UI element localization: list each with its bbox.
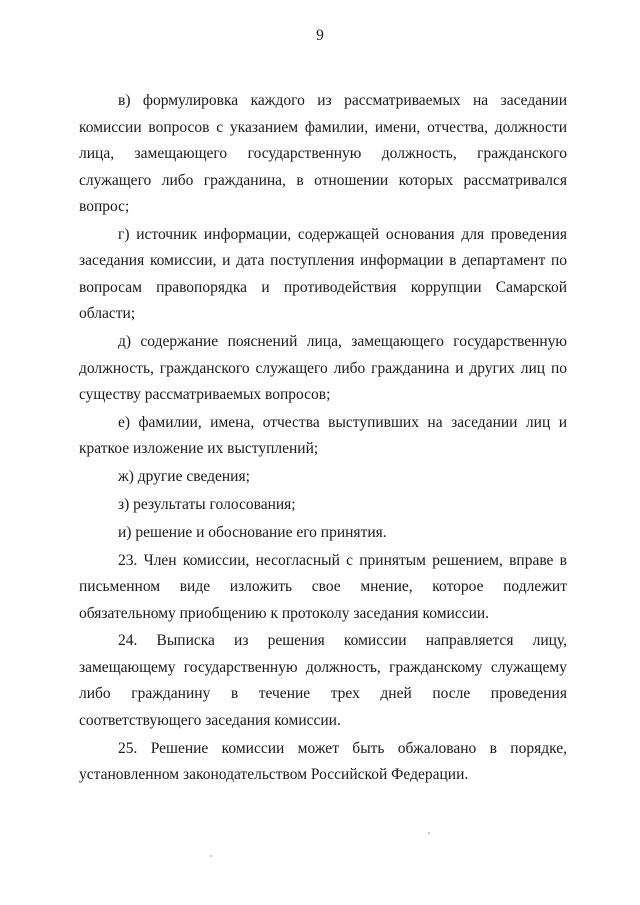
page-number: 9 bbox=[316, 27, 324, 44]
paragraph-e: е) фамилии, имена, отчества выступивших на заседании лиц и краткое изложение их выступлений; bbox=[79, 413, 567, 458]
paragraph-z: з) результаты голосования; bbox=[118, 495, 296, 513]
paragraph-23: 23. Член комиссии, несогласный с принятым решением, вправе в письменном виде изложить свое мнение, которое подлежит обязательному приобщению к протоколу заседания комиссии. bbox=[79, 551, 567, 622]
scan-speck bbox=[428, 832, 430, 834]
paragraph-d: д) содержание пояснений лица, замещающего государственную должность, гражданского служащего либо гражданина и других лиц по существу рассматриваемых вопросов; bbox=[79, 333, 567, 404]
paragraph-25: 25. Решение комиссии может быть обжаловано в порядке, установленном законодательством Российской Федерации. bbox=[79, 739, 567, 784]
paragraph-zh: ж) другие сведения; bbox=[118, 468, 250, 486]
paragraph-i: и) решение и обоснование его принятия. bbox=[118, 523, 387, 541]
document-body bbox=[79, 88, 567, 790]
paragraph-24: 24. Выписка из решения комиссии направляется лицу, замещающему государственную должность, гражданскому служащему либо гражданину в течение трех дней после проведения соответствующего заседания комиссии. bbox=[79, 632, 567, 729]
paragraph-g: г) источник информации, содержащей основания для проведения заседания комиссии, и дата поступления информации в департамент по вопросам правопорядка и противодействия коррупции Самарской области; bbox=[79, 225, 567, 323]
paragraph-v: в) формулировка каждого из рассматриваемых на заседании комиссии вопросов с указанием фамилии, имени, отчества, должности лица, замещающего государственную должность, гражданского служащего либо гражданина, в отношении которых рассматривался вопрос; bbox=[79, 92, 567, 215]
scan-speck bbox=[210, 855, 212, 857]
